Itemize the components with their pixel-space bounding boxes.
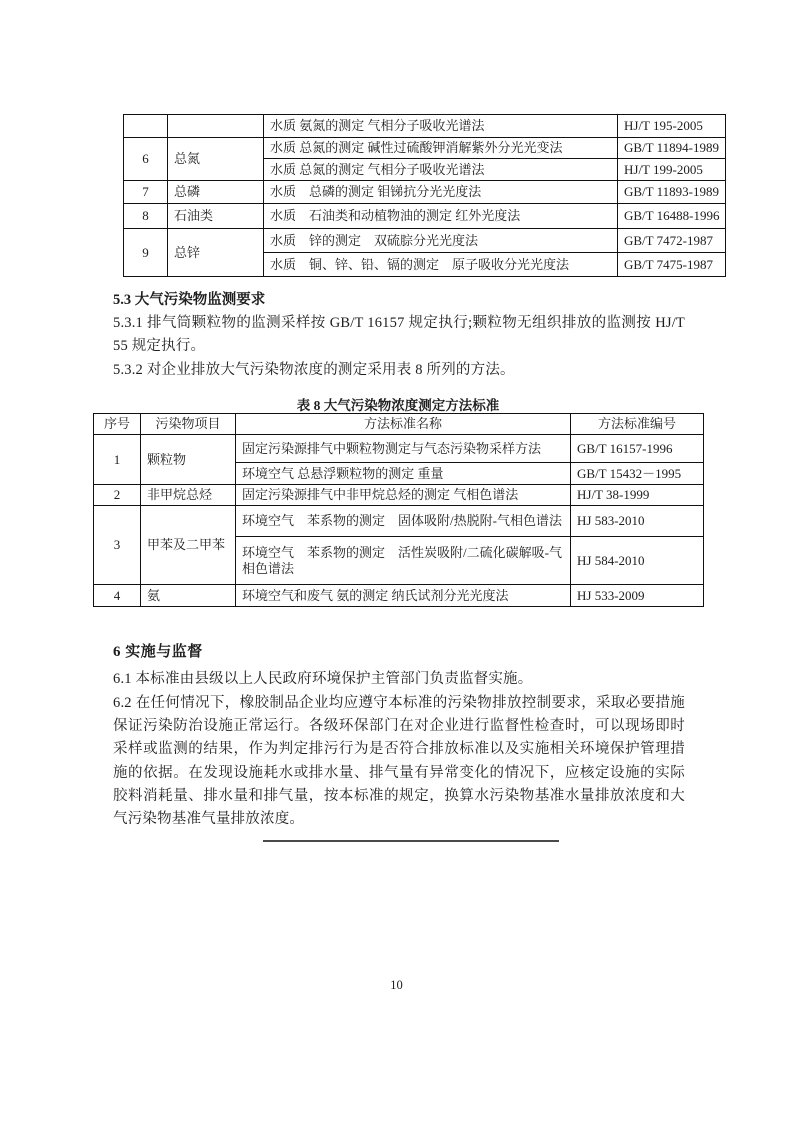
pollutant-cell: 总锌 — [168, 229, 264, 277]
row-no-cell: 3 — [94, 506, 141, 585]
row-no-cell — [124, 115, 168, 138]
code-cell: GB/T 7475-1987 — [618, 253, 726, 277]
table-row — [94, 435, 704, 463]
method-cell: 环境空气 苯系物的测定 固体吸附/热脱附-气相色谱法 — [236, 506, 571, 537]
para-6-2: 6.2 在任何情况下，橡胶制品企业均应遵守本标准的污染物排放控制要求，采取必要措施保证污染防治设施正常运行。各级环保部门在对企业进行监督性检查时，可以现场即时采样或监测的结果，作为判定排污行为是否符合排放标准以及实施相关环境保护管理措施的依据。在发现设施耗水或排水量、排气量有异常变化的情况下，应核定设施的实际胶料消耗量、排水量和排气量，按本标准的规定，换算水污染物基准水量排放浓度和大气污染物基准气量排放浓度。 — [113, 695, 685, 828]
table-row — [94, 506, 704, 537]
method-cell: 水质 总氮的测定 气相分子吸收光谱法 — [264, 159, 618, 181]
code-cell: GB/T 11893-1989 — [618, 181, 726, 204]
row-no-cell: 7 — [124, 181, 168, 204]
table-row — [124, 204, 726, 229]
code-cell: GB/T 15432－1995 — [571, 463, 704, 485]
page-number: 10 — [390, 978, 403, 992]
row-no-cell: 8 — [124, 204, 168, 229]
row-no-cell: 9 — [124, 229, 168, 277]
water-methods-table — [123, 114, 726, 277]
header-no: 序号 — [94, 414, 141, 435]
code-cell: HJ 584-2010 — [571, 537, 704, 585]
table-row — [124, 181, 726, 204]
pollutant-cell: 颗粒物 — [141, 435, 236, 485]
pollutant-cell: 非甲烷总烃 — [141, 485, 236, 506]
code-cell: GB/T 16157-1996 — [571, 435, 704, 463]
header-item: 污染物项目 — [141, 414, 236, 435]
method-cell: 水质 总磷的测定 钼锑抗分光光度法 — [264, 181, 618, 204]
pollutant-cell: 总磷 — [168, 181, 264, 204]
method-cell: 固定污染源排气中颗粒物测定与气态污染物采样方法 — [236, 435, 571, 463]
header-method: 方法标准名称 — [236, 414, 571, 435]
method-cell: 环境空气 苯系物的测定 活性炭吸附/二硫化碳解吸-气相色谱法 — [236, 537, 571, 585]
table-row — [94, 485, 704, 506]
row-no-cell: 2 — [94, 485, 141, 506]
code-cell: GB/T 11894-1989 — [618, 138, 726, 159]
para-5-3-2: 5.3.2 对企业排放大气污染物浓度的测定采用表 8 所列的方法。 — [113, 362, 515, 378]
table-row — [124, 229, 726, 253]
pollutant-cell: 石油类 — [168, 204, 264, 229]
table-row — [94, 585, 704, 607]
row-no-cell: 4 — [94, 585, 141, 607]
method-cell: 水质 铜、锌、铅、镉的测定 原子吸收分光光度法 — [264, 253, 618, 277]
table-row — [124, 115, 726, 138]
pollutant-cell: 总氮 — [168, 138, 264, 181]
end-of-text-divider — [263, 840, 559, 842]
pollutant-cell: 氨 — [141, 585, 236, 607]
table-8-caption: 表 8 大气污染物浓度测定方法标准 — [296, 398, 500, 413]
code-cell: GB/T 7472-1987 — [618, 229, 726, 253]
air-methods-table — [93, 413, 704, 607]
header-code: 方法标准编号 — [571, 414, 704, 435]
table-header-row — [94, 414, 704, 435]
code-cell: HJ/T 195-2005 — [618, 115, 726, 138]
code-cell: HJ 583-2010 — [571, 506, 704, 537]
section-6-heading: 6 实施与监督 — [113, 644, 203, 660]
table-row — [124, 138, 726, 159]
code-cell: HJ/T 199-2005 — [618, 159, 726, 181]
code-cell: GB/T 16488-1996 — [618, 204, 726, 229]
section-5-3-heading: 5.3 大气污染物监测要求 — [113, 292, 266, 308]
row-no-cell: 1 — [94, 435, 141, 485]
para-6-1: 6.1 本标准由县级以上人民政府环境保护主管部门负责监督实施。 — [113, 671, 533, 687]
method-cell: 环境空气 总悬浮颗粒物的测定 重量 — [236, 463, 571, 485]
code-cell: HJ 533-2009 — [571, 585, 704, 607]
method-cell: 水质 锌的测定 双硫腙分光光度法 — [264, 229, 618, 253]
row-no-cell: 6 — [124, 138, 168, 181]
method-cell: 环境空气和废气 氨的测定 纳氏试剂分光光度法 — [236, 585, 571, 607]
pollutant-cell: 甲苯及二甲苯 — [141, 506, 236, 585]
method-cell: 水质 总氮的测定 碱性过硫酸钾消解紫外分光光变法 — [264, 138, 618, 159]
method-cell: 水质 氨氮的测定 气相分子吸收光谱法 — [264, 115, 618, 138]
method-cell: 水质 石油类和动植物油的测定 红外光度法 — [264, 204, 618, 229]
pollutant-cell — [168, 115, 264, 138]
para-5-3-1: 5.3.1 排气筒颗粒物的监测采样按 GB/T 16157 规定执行;颗粒物无组织排放的监测按 HJ/T 55 规定执行。 — [113, 315, 685, 355]
method-cell: 固定污染源排气中非甲烷总烃的测定 气相色谱法 — [236, 485, 571, 506]
code-cell: HJ/T 38-1999 — [571, 485, 704, 506]
